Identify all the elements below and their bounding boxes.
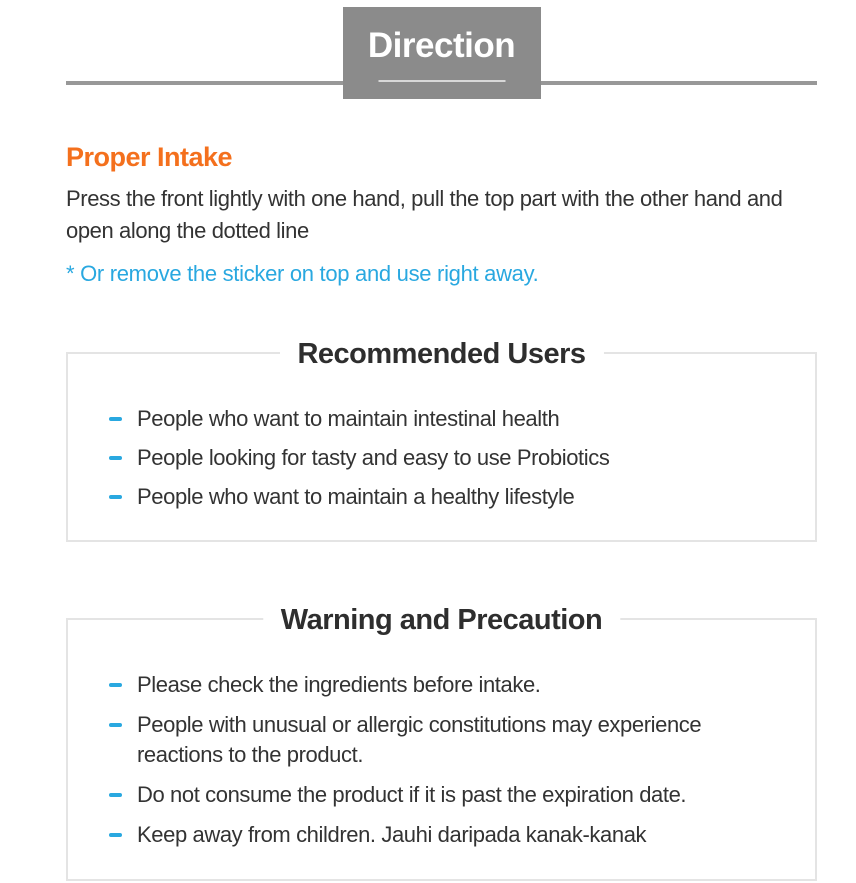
list-item xyxy=(109,404,785,434)
list-item xyxy=(109,780,785,810)
recommended-users-panel xyxy=(66,338,817,542)
warning-precaution-list xyxy=(109,670,785,850)
warning-precaution-panel xyxy=(66,604,817,881)
list-item xyxy=(109,820,785,850)
warning-precaution-title: Warning and Precaution xyxy=(263,603,620,637)
dash-bullet-icon xyxy=(109,495,122,499)
list-item-text: People with unusual or allergic constitutions may experience reactions to the product. xyxy=(137,712,702,767)
proper-intake-heading: Proper Intake xyxy=(66,142,233,172)
dash-bullet-icon xyxy=(109,793,122,797)
list-item xyxy=(109,482,785,512)
page-title: Direction xyxy=(367,26,516,65)
header-title-box xyxy=(343,7,541,99)
direction-section xyxy=(66,0,817,881)
list-item xyxy=(109,670,785,700)
proper-intake-section xyxy=(66,141,817,288)
recommended-users-list xyxy=(109,404,785,512)
recommended-users-title: Recommended Users xyxy=(279,337,603,371)
dash-bullet-icon xyxy=(109,833,122,837)
list-item-text: Keep away from children. Jauhi daripada kanak-kanak xyxy=(137,822,647,847)
proper-intake-note: * Or remove the sticker on top and use right away. xyxy=(66,261,539,286)
dash-bullet-icon xyxy=(109,683,122,687)
proper-intake-body: Press the front lightly with one hand, pull the top part with the other hand and open along the dotted line xyxy=(66,186,783,243)
dash-bullet-icon xyxy=(109,417,122,421)
list-item xyxy=(109,710,785,770)
list-item-text: Do not consume the product if it is past the expiration date. xyxy=(137,782,687,807)
list-item-text: People who want to maintain a healthy lifestyle xyxy=(137,484,575,509)
header-title-underline xyxy=(378,80,505,82)
section-header xyxy=(66,0,817,100)
dash-bullet-icon xyxy=(109,456,122,460)
list-item-text: Please check the ingredients before intake. xyxy=(137,672,541,697)
list-item-text: People looking for tasty and easy to use Probiotics xyxy=(137,445,610,470)
dash-bullet-icon xyxy=(109,723,122,727)
list-item-text: People who want to maintain intestinal health xyxy=(137,406,560,431)
list-item xyxy=(109,443,785,473)
